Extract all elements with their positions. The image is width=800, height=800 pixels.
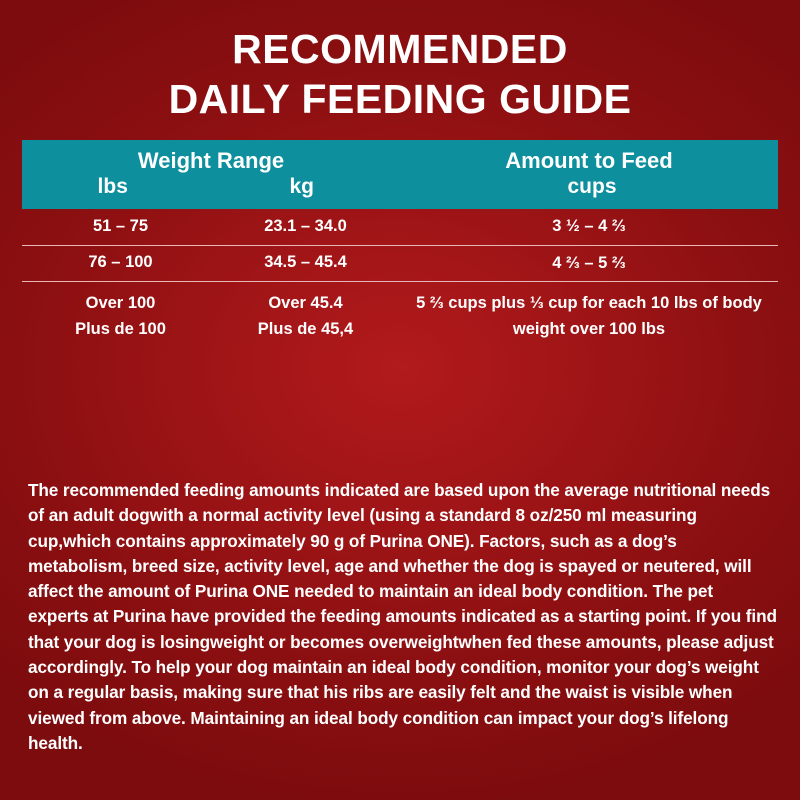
cell-lbs: 76 – 100 [88,253,153,272]
cell-cups: 4 ⅔ – 5 ⅔ [552,253,626,272]
header-amount-to-feed: Amount to Feed [505,148,673,174]
feeding-notes: The recommended feeding amounts indicated are based upon the average nutritional needs of an adult dogwith a normal activity level (using a standard 8 oz/250 ml measuring cup,which contains approximately 90 g of Purina ONE). Factors, such as a dog’s metabolism, breed size, activity level, age and whether the dog is spayed or neutered, will affect the amount of Purina ONE needed to maintain an ideal body condition. The pet experts at Purina have provided the feeding amounts indicated as a starting point. If you find that your dog is losingweight or becomes overweightwhen fed these amounts, please adjust accordingly. To help your dog maintain an ideal body condition, monitor your dog’s weight on a regular basis, making sure that his ribs are easily felt and the waist is visible when viewed from above. Maintaining an ideal body condition can impact your dog’s lifelong health. [28,480,777,753]
cell-cups: 3 ½ – 4 ⅔ [552,217,626,236]
cell-lbs-line-1: Over 100 [85,294,156,312]
cell-lbs: 51 – 75 [92,217,149,236]
header-amount-group [400,148,778,199]
cell-cups-line-2: weight over 100 lbs [512,319,666,338]
title-line-1: RECOMMENDED [232,26,568,72]
cell-cups [400,291,778,342]
header-unit-kg: kg [289,175,314,199]
cell-cups-line-1: 5 ⅔ cups plus ⅓ cup for each 10 lbs of body [416,294,762,312]
cell-lbs [22,291,211,342]
feeding-table [0,140,800,349]
header-unit-lbs: lbs [97,175,128,199]
header-weight-units [22,175,400,199]
page-title [0,0,800,124]
cell-kg-line-2: Plus de 45,4 [257,319,354,338]
table-header-band [22,140,778,209]
table-row [22,246,778,282]
header-weight-range: Weight Range [137,148,285,174]
table-row [22,282,778,349]
cell-kg [211,291,400,342]
cell-lbs-line-2: Plus de 100 [75,319,166,338]
cell-kg-line-1: Over 45.4 [268,294,343,312]
cell-kg: 34.5 – 45.4 [264,253,347,272]
header-unit-cups: cups [567,175,617,199]
title-line-2: DAILY FEEDING GUIDE [168,76,632,123]
header-weight-range-group [22,148,400,199]
cell-kg: 23.1 – 34.0 [264,217,347,236]
table-row [22,209,778,245]
